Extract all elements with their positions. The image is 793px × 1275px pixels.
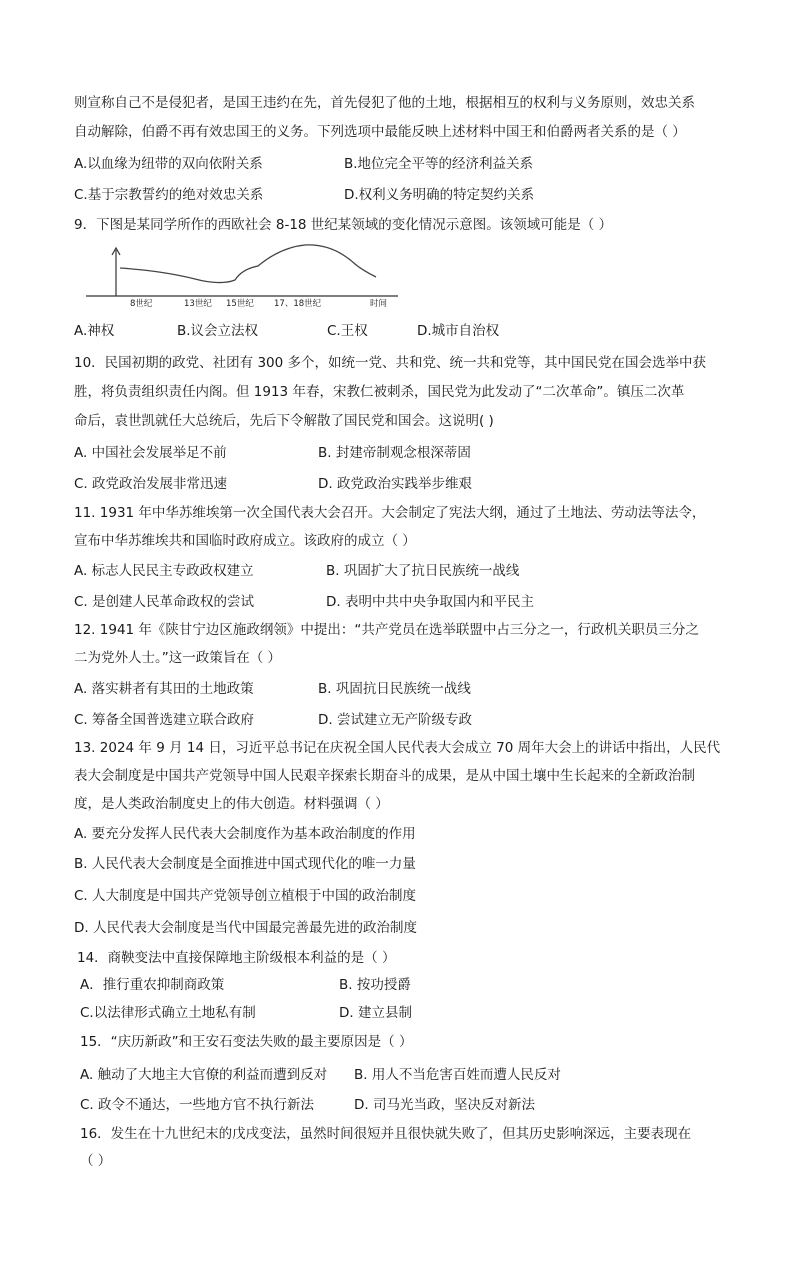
- q12-stem-line1: 12. 1941 年《陕甘宁边区施政纲领》中提出：“共产党员在选举联盟中占三分之一，行政机关职员三分之: [74, 622, 699, 638]
- q14-option-a: A．推行重农抑制商政策: [80, 977, 225, 993]
- q10-option-d: D. 政党政治实践举步维艰: [318, 476, 472, 492]
- q10-option-c: C. 政党政治发展非常迅速: [74, 476, 228, 492]
- q13-option-a: A. 要充分发挥人民代表大会制度作为基本政治制度的作用: [74, 826, 416, 842]
- q12-option-a: A. 落实耕者有其田的土地政策: [74, 681, 254, 697]
- q12-option-c: C. 筹备全国普选建立联合政府: [74, 712, 255, 728]
- q10-stem-line2: 胜，将负责组织责任内阁。但 1913 年春，宋教仁被刺杀，国民党为此发动了“二次革命”。镇压二次革: [74, 384, 685, 400]
- diagram-tick-15c: 15世纪: [226, 299, 254, 309]
- q16-stem-line1: 16．发生在十九世纪末的戊戌变法，虽然时间很短并且很快就失败了，但其历史影响深远，主要表现在: [80, 1126, 692, 1142]
- diagram-tick-13c: 13世纪: [184, 299, 212, 309]
- q8-stem-line1: 则宣称自己不是侵犯者，是国王违约在先，首先侵犯了他的土地，根据相互的权利与义务原则，效忠关系: [74, 95, 695, 111]
- q10-option-b: B. 封建帝制观念根深蒂固: [318, 445, 471, 461]
- q11-stem-line1: 11. 1931 年中华苏维埃第一次全国代表大会召开。大会制定了宪法大纲，通过了土地法、劳动法等法令，: [74, 505, 706, 521]
- q15-option-c: C. 政令不通达，一些地方官不执行新法: [80, 1097, 315, 1113]
- q14-option-c: C.以法律形式确立土地私有制: [80, 1005, 256, 1021]
- q11-option-c: C. 是创建人民革命政权的尝试: [74, 594, 255, 610]
- diagram-x-axis-label: 时间: [370, 299, 388, 309]
- q9-option-d: D.城市自治权: [417, 323, 500, 339]
- q10-option-a: A. 中国社会发展举足不前: [74, 445, 227, 461]
- q8-option-a: A.以血缘为纽带的双向依附关系: [74, 156, 263, 172]
- q11-option-a: A. 标志人民民主专政政权建立: [74, 563, 254, 579]
- q14-option-d: D. 建立县制: [339, 1005, 412, 1021]
- q11-option-b: B. 巩固扩大了抗日民族统一战线: [326, 563, 520, 579]
- q9-trend-diagram: [80, 244, 410, 310]
- diagram-trend-curve: [120, 245, 376, 283]
- q14-option-b: B. 按功授爵: [339, 977, 411, 993]
- q10-stem-line3: 命后，袁世凯就任大总统后，先后下令解散了国民党和国会。这说明( ): [74, 413, 494, 429]
- q13-stem-line2: 表大会制度是中国共产党领导中国人民艰辛探索长期奋斗的成果，是从中国土壤中生长起来的全新政治制: [74, 768, 695, 784]
- q15-option-a: A. 触动了大地主大官僚的利益而遭到反对: [80, 1067, 328, 1083]
- q12-option-b: B. 巩固抗日民族统一战线: [318, 681, 471, 697]
- q12-stem-line2: 二为党外人士。”这一政策旨在（ ）: [74, 650, 282, 666]
- q14-stem: 14．商鞅变法中直接保障地主阶级根本利益的是（ ）: [77, 950, 396, 966]
- q8-option-d: D.权利义务明确的特定契约关系: [344, 187, 535, 203]
- q9-option-b: B.议会立法权: [177, 323, 259, 339]
- q9-stem: 9．下图是某同学所作的西欧社会 8-18 世纪某领域的变化情况示意图。该领域可能是（ ）: [74, 217, 613, 233]
- q15-option-b: B. 用人不当危害百姓而遭人民反对: [354, 1067, 561, 1083]
- q8-option-c: C.基于宗教誓约的绝对效忠关系: [74, 187, 264, 203]
- q10-stem-line1: 10．民国初期的政党、社团有 300 多个，如统一党、共和党、统一共和党等，其中国民党在国会选举中获: [74, 355, 707, 371]
- q9-option-a: A.神权: [74, 323, 115, 339]
- q13-option-b: B. 人民代表大会制度是全面推进中国式现代化的唯一力量: [74, 856, 416, 872]
- q11-option-d: D. 表明中共中央争取国内和平民主: [326, 594, 534, 610]
- q15-stem: 15．“庆历新政”和王安石变法失败的最主要原因是（ ）: [80, 1034, 413, 1050]
- diagram-tick-17-18c: 17、18世纪: [274, 299, 322, 309]
- q15-option-d: D. 司马光当政，坚决反对新法: [354, 1097, 535, 1113]
- q13-option-d: D. 人民代表大会制度是当代中国最完善最先进的政治制度: [74, 920, 417, 936]
- q13-option-c: C. 人大制度是中国共产党领导创立植根于中国的政治制度: [74, 888, 417, 904]
- q8-stem-line2: 自动解除，伯爵不再有效忠国王的义务。下列选项中最能反映上述材料中国王和伯爵两者关系的是（ ）: [74, 124, 686, 140]
- q9-option-c: C.王权: [327, 323, 368, 339]
- q12-option-d: D. 尝试建立无产阶级专政: [318, 712, 472, 728]
- q16-stem-line2: （ ）: [80, 1153, 112, 1169]
- q11-stem-line2: 宣布中华苏维埃共和国临时政府成立。该政府的成立（ ）: [74, 533, 416, 549]
- diagram-tick-8c: 8世纪: [130, 299, 153, 309]
- q13-stem-line3: 度，是人类政治制度史上的伟大创造。材料强调（ ）: [74, 796, 389, 812]
- q13-stem-line1: 13. 2024 年 9 月 14 日，习近平总书记在庆祝全国人民代表大会成立 70 周年大会上的讲话中指出，人民代: [74, 740, 721, 756]
- q8-option-b: B.地位完全平等的经济利益关系: [344, 156, 534, 172]
